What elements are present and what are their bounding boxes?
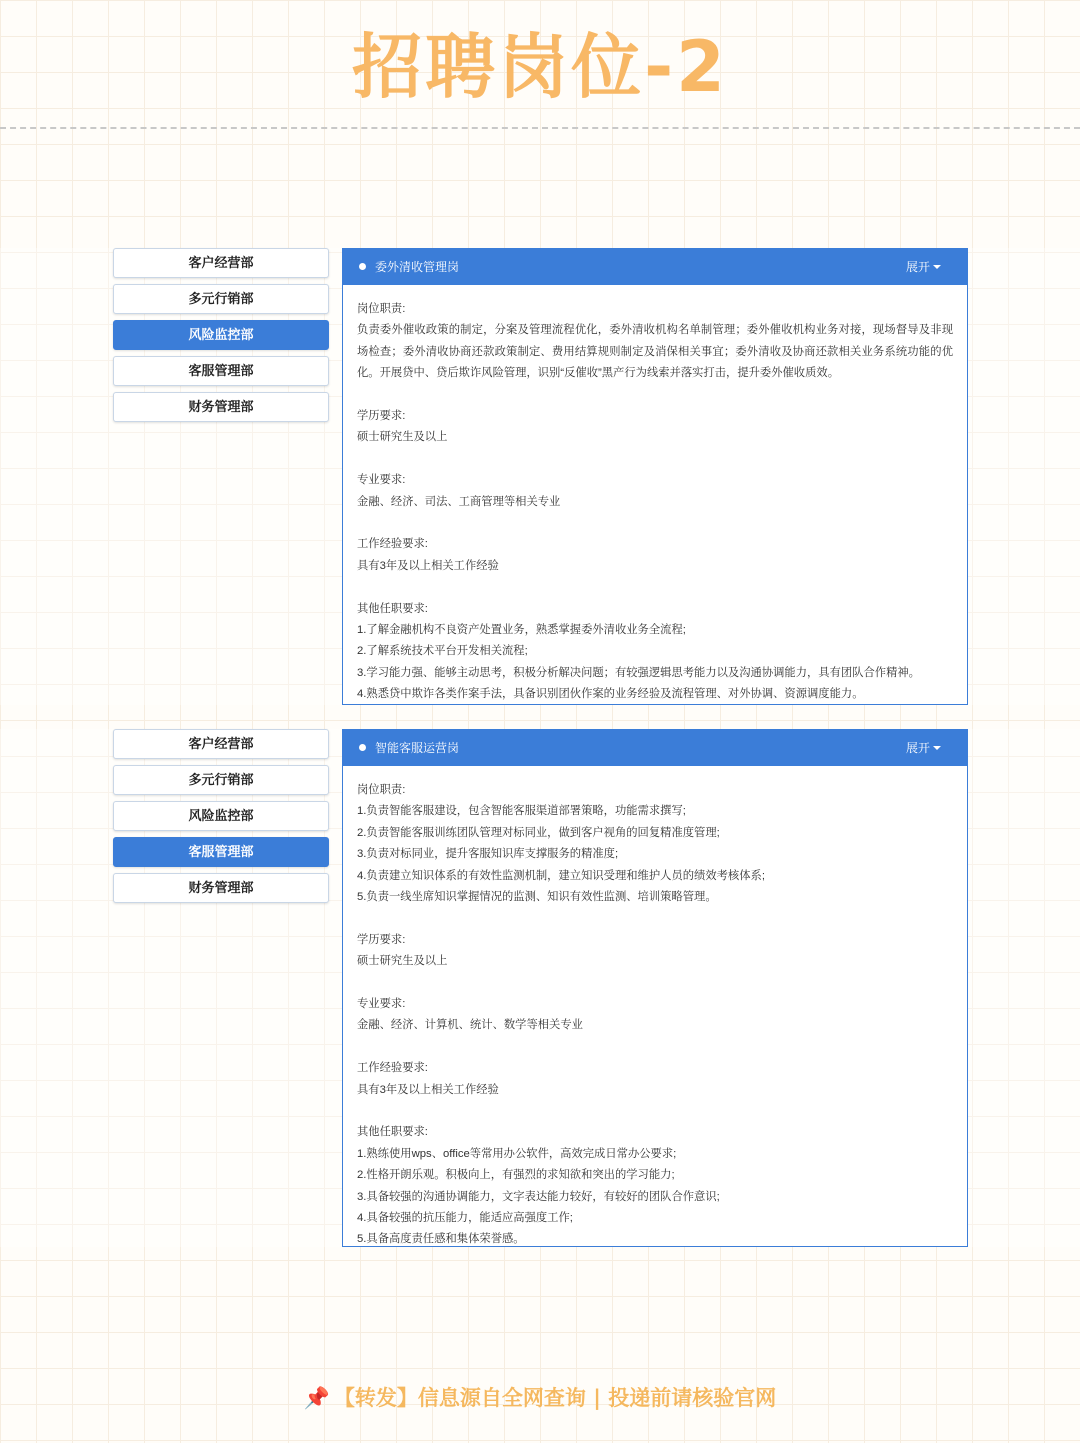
job-details — [343, 766, 967, 1247]
requirement-item: 4.具备较强的抗压能力，能适应高强度工作; — [357, 1212, 573, 1225]
major-value: 金融、经济、计算机、统计、数学等相关专业 — [357, 1019, 583, 1032]
job-panel — [342, 248, 968, 705]
requirement-item: 4.熟悉贷中欺诈各类作案手法，具备识别团伙作案的业务经验及流程管理、对外协调、资源调度能力。 — [357, 688, 864, 701]
expand-toggle[interactable] — [906, 730, 941, 766]
dept-risk-monitoring[interactable]: 风险监控部 — [113, 320, 329, 350]
dept-diversified-marketing[interactable]: 多元行销部 — [113, 765, 329, 795]
dept-finance[interactable]: 财务管理部 — [113, 873, 329, 903]
job-title: 智能客服运营岗 — [375, 741, 460, 755]
job-panel — [342, 729, 968, 1247]
experience-block — [357, 534, 953, 577]
expand-label: 展开 — [905, 741, 930, 755]
page-title: 招聘岗位-2 — [352, 26, 728, 108]
expand-label: 展开 — [905, 260, 930, 274]
other-requirements-block — [357, 1122, 953, 1247]
duty-label: 岗位职责: — [357, 303, 406, 315]
department-menu — [113, 248, 329, 428]
experience-label: 工作经验要求: — [357, 1062, 428, 1075]
job-title: 委外清收管理岗 — [375, 260, 460, 274]
requirement-item: 3.具备较强的沟通协调能力，文字表达能力较好，有较好的团队合作意识; — [357, 1190, 720, 1203]
title-divider — [0, 127, 1080, 129]
bullet-icon — [359, 744, 366, 751]
major-block — [357, 470, 953, 513]
dept-diversified-marketing[interactable]: 多元行销部 — [113, 284, 329, 314]
expand-toggle[interactable] — [906, 249, 941, 285]
job-panel-header[interactable] — [343, 249, 967, 285]
experience-block — [357, 1058, 953, 1101]
education-label: 学历要求: — [357, 410, 406, 423]
caret-down-icon — [933, 265, 941, 269]
experience-value: 具有3年及以上相关工作经验 — [357, 1083, 499, 1096]
caret-down-icon — [933, 746, 941, 750]
requirement-item: 1.熟练使用wps、office等常用办公软件，高效完成日常办公要求; — [357, 1147, 677, 1160]
duty-item: 3.负责对标同业，提升客服知识库支撑服务的精准度; — [357, 848, 619, 861]
dept-customer-operation[interactable]: 客户经营部 — [113, 729, 329, 759]
education-value: 硕士研究生及以上 — [357, 431, 448, 444]
education-label: 学历要求: — [357, 933, 406, 946]
requirement-item: 1.了解金融机构不良资产处置业务，熟悉掌握委外清收业务全流程; — [357, 624, 686, 637]
other-requirements-label: 其他任职要求: — [357, 1126, 428, 1139]
requirement-item: 5.具备高度责任感和集体荣誉感。 — [357, 1233, 525, 1246]
major-label: 专业要求: — [357, 474, 406, 487]
requirement-item: 2.了解系统技术平台开发相关流程; — [357, 645, 528, 658]
dept-risk-monitoring[interactable]: 风险监控部 — [113, 801, 329, 831]
job-panel-header[interactable] — [343, 730, 967, 766]
experience-label: 工作经验要求: — [357, 538, 428, 551]
requirement-item: 2.性格开朗乐观。积极向上，有强烈的求知欲和突出的学习能力; — [357, 1169, 675, 1182]
major-label: 专业要求: — [357, 998, 406, 1011]
education-value: 硕士研究生及以上 — [357, 955, 448, 968]
duty-item: 4.负责建立知识体系的有效性监测机制，建立知识受理和维护人员的绩效考核体系; — [357, 869, 765, 882]
dept-customer-service[interactable]: 客服管理部 — [113, 356, 329, 386]
education-block — [357, 406, 953, 449]
dept-customer-service[interactable]: 客服管理部 — [113, 837, 329, 867]
experience-value: 具有3年及以上相关工作经验 — [357, 559, 499, 572]
duty-text: 负责委外催收政策的制定，分案及管理流程优化，委外清收机构名单制管理；委外催收机构业务对接，现场督导及非现场检查；委外清收协商还款政策制定、费用结算规则制定及消保相关事宜；委外清收及协商还款相关业务系统功能的优化。开展贷中、贷后欺诈风险管理，识别“反催收”黑产行为线索并落实打击，提升委外催收质效。 — [357, 324, 953, 380]
dept-customer-operation[interactable]: 客户经营部 — [113, 248, 329, 278]
bullet-icon — [359, 263, 366, 270]
footer-text: 【转发】信息源自全网查询 | 投递前请核验官网 — [333, 1386, 777, 1410]
education-block — [357, 930, 953, 973]
duty-block — [357, 299, 953, 385]
duty-label: 岗位职责: — [357, 784, 406, 796]
duty-block — [357, 780, 953, 908]
other-requirements-block — [357, 599, 953, 705]
major-block — [357, 994, 953, 1037]
footer-note — [0, 1382, 1080, 1412]
duty-item: 5.负责一线坐席知识掌握情况的监测、知识有效性监测、培训策略管理。 — [357, 891, 717, 904]
dept-finance[interactable]: 财务管理部 — [113, 392, 329, 422]
duty-item: 2.负责智能客服训练团队管理对标同业，做到客户视角的回复精准度管理; — [357, 826, 720, 839]
job-details — [343, 285, 967, 705]
job-section-2 — [0, 729, 1080, 1247]
pushpin-icon: 📌 — [303, 1386, 330, 1410]
department-menu — [113, 729, 329, 909]
major-value: 金融、经济、司法、工商管理等相关专业 — [357, 495, 561, 508]
other-requirements-label: 其他任职要求: — [357, 602, 428, 615]
requirement-item: 3.学习能力强、能够主动思考，积极分析解决问题；有较强逻辑思考能力以及沟通协调能力，具有团队合作精神。 — [357, 666, 920, 679]
job-section-1 — [0, 248, 1080, 705]
duty-item: 1.负责智能客服建设，包含智能客服渠道部署策略，功能需求撰写; — [357, 805, 686, 818]
